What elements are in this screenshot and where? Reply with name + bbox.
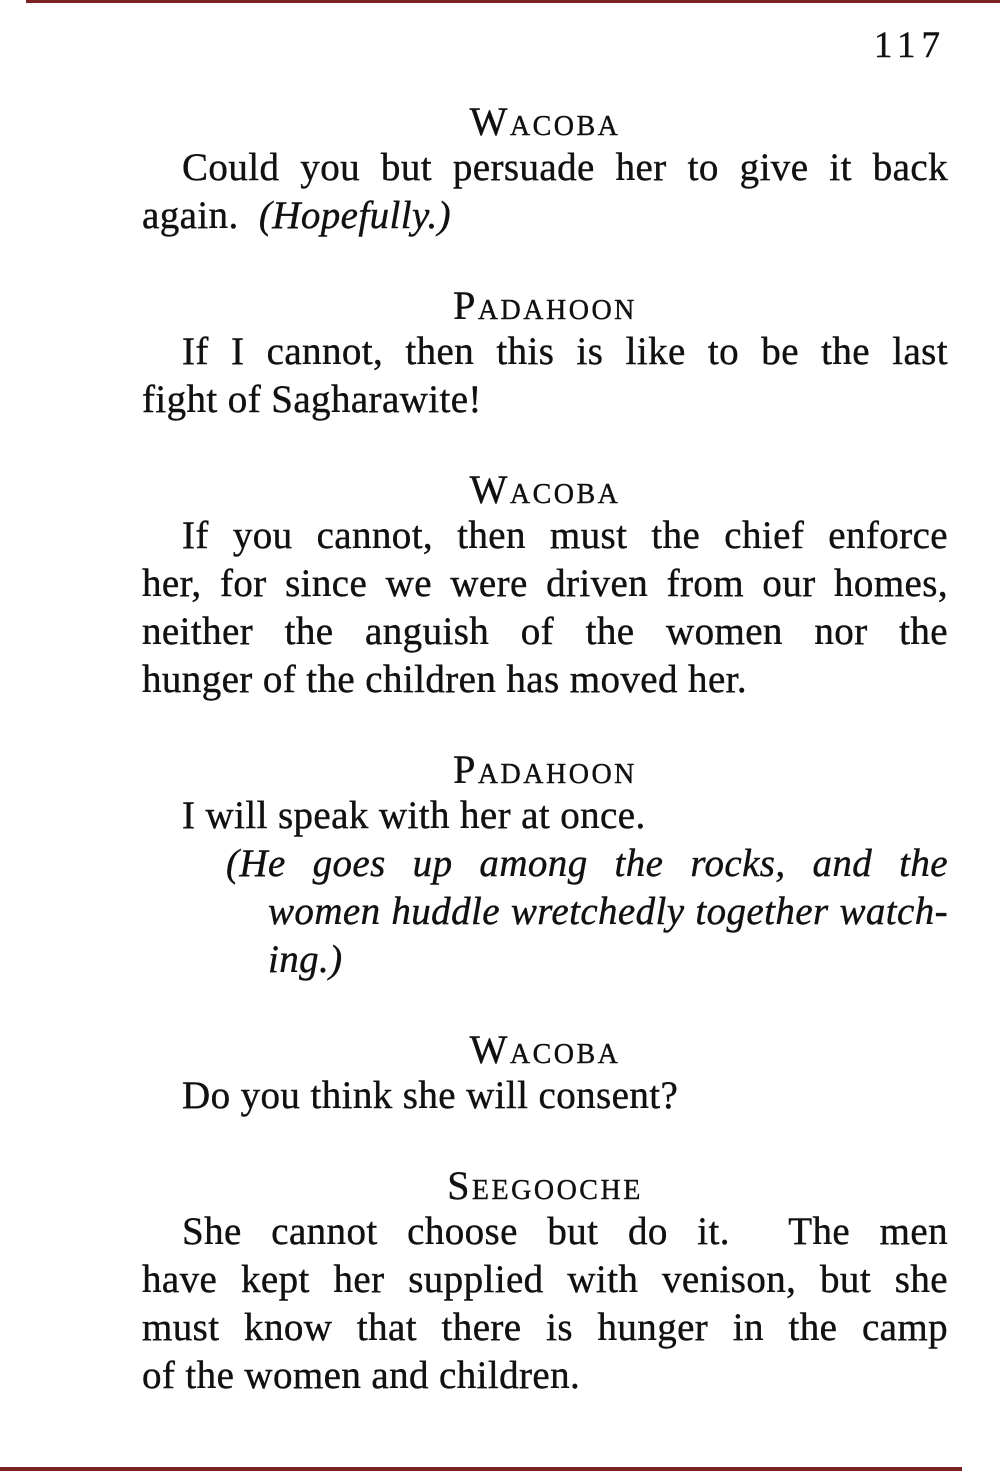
speech-lines: [142, 1072, 948, 1120]
speech-lines: [142, 792, 948, 984]
stage-direction-text: women huddle wretchedly together watch-: [268, 890, 948, 933]
text-line: [142, 1352, 948, 1400]
text-line: [142, 656, 948, 704]
speaker-name: Padahoon: [453, 747, 637, 792]
stage-direction-text: (Hopefully.): [258, 194, 452, 237]
text-line: [142, 144, 948, 192]
speech-section: [142, 1164, 948, 1400]
speaker-name: Wacoba: [469, 467, 621, 512]
dialogue-text: of the women and children.: [142, 1354, 581, 1397]
speech-section: [142, 284, 948, 424]
stage-direction-text: (He goes up among the rocks, and the: [226, 842, 948, 885]
dialogue-text: I will speak with her at once.: [182, 794, 646, 837]
text-line: [142, 840, 948, 888]
dialogue-text: have kept her supplied with venison, but she: [142, 1258, 948, 1301]
speech-section: [142, 748, 948, 984]
speech-lines: [142, 1208, 948, 1400]
dialogue-text: fight of Sagharawite!: [142, 378, 482, 421]
dialogue-text: neither the anguish of the women nor the: [142, 610, 948, 653]
text-line: [142, 1208, 948, 1256]
page-number: 117: [873, 25, 946, 66]
text-line: [142, 792, 948, 840]
speaker-name: Wacoba: [469, 1027, 621, 1072]
dialogue-text: her, for since we were driven from our homes,: [142, 562, 948, 605]
page-edge-line-bottom: [0, 1467, 962, 1471]
text-line: [142, 192, 948, 240]
speaker-name: Wacoba: [469, 99, 621, 144]
text-line: [142, 888, 948, 936]
speech-section: [142, 100, 948, 240]
dialogue-text: again.: [142, 194, 259, 237]
text-line: [142, 1256, 948, 1304]
speech-section: [142, 468, 948, 704]
text-line: [142, 1304, 948, 1352]
dialogue-text: If you cannot, then must the chief enforce: [182, 514, 948, 557]
dialogue-text: hunger of the children has moved her.: [142, 658, 748, 701]
dialogue-text: must know that there is hunger in the camp: [142, 1306, 948, 1349]
text-line: [142, 936, 948, 984]
speaker-name: Padahoon: [453, 283, 637, 328]
dialogue-text: If I cannot, then this is like to be the last: [182, 330, 948, 373]
text-line: [142, 376, 948, 424]
dialogue-text: Do you think she will consent?: [182, 1074, 679, 1117]
speech-section: [142, 1028, 948, 1120]
page-edge-line-top: [26, 0, 1000, 3]
speaker-name: Seegooche: [447, 1163, 643, 1208]
text-line: [142, 608, 948, 656]
dialogue-text: Could you but persuade her to give it back: [182, 146, 948, 189]
speech-lines: [142, 512, 948, 704]
text-line: [142, 328, 948, 376]
text-line: [142, 1072, 948, 1120]
stage-direction-text: ing.): [268, 938, 343, 981]
play-text-block: [142, 100, 948, 1400]
text-line: [142, 512, 948, 560]
speech-lines: [142, 144, 948, 240]
text-line: [142, 560, 948, 608]
dialogue-text: She cannot choose but do it. The men: [182, 1210, 948, 1253]
speech-lines: [142, 328, 948, 424]
